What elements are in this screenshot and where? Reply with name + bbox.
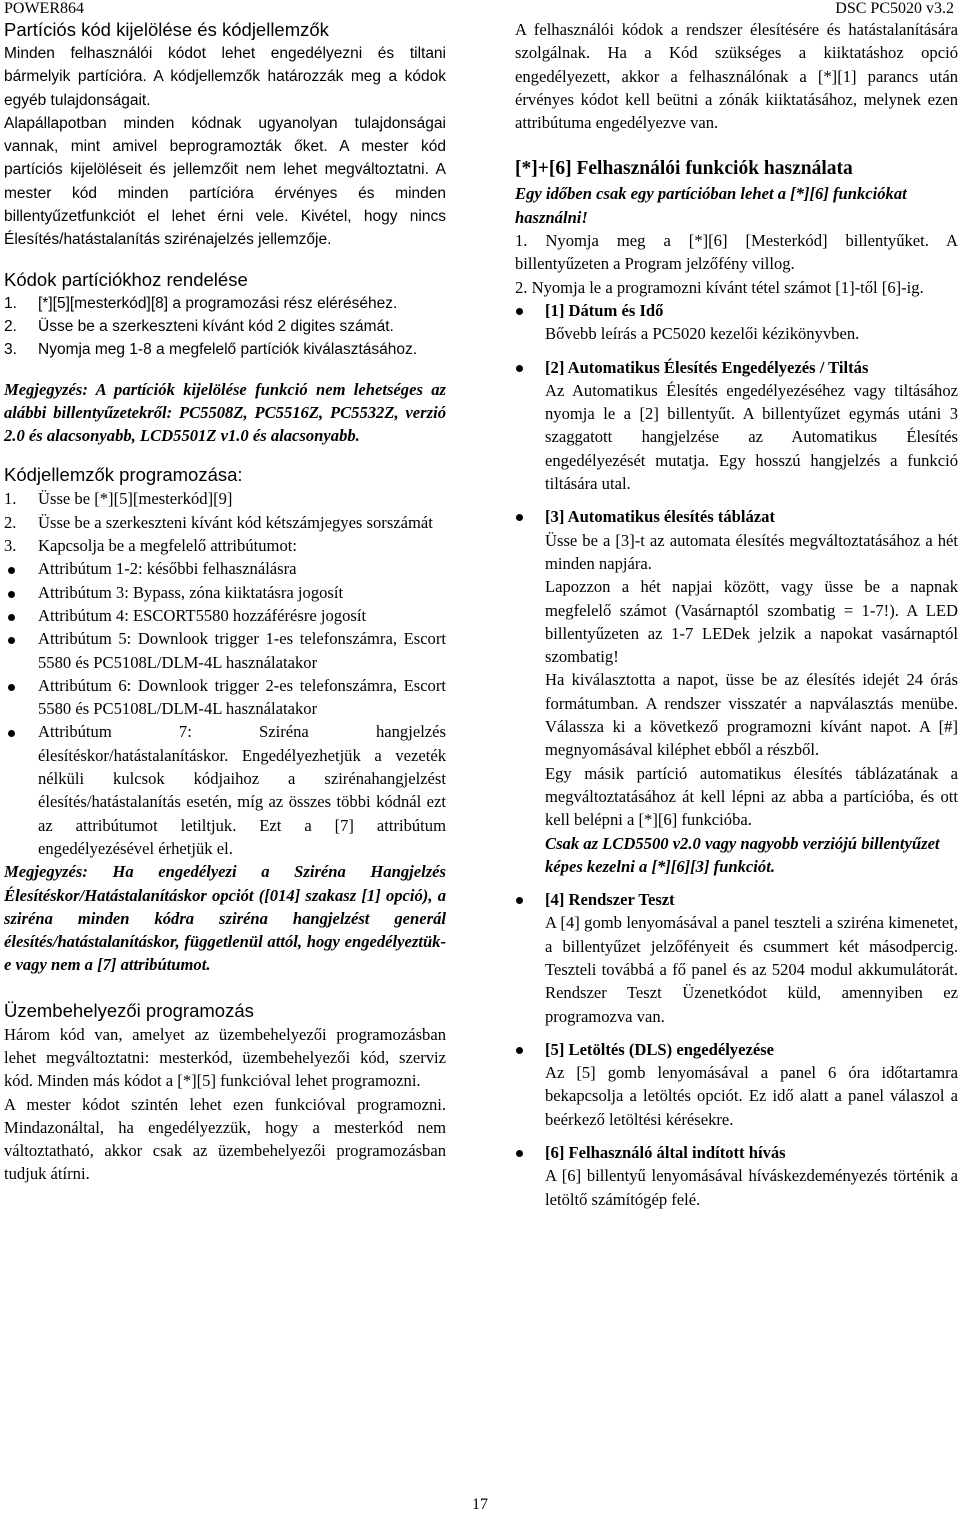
list-item: Attribútum 6: Downlook trigger 2-es telefonszámra, Escort 5580 és PC5108L/DLM-4L használatakor xyxy=(4,674,446,721)
list-item: Attribútum 1-2: későbbi felhasználásra xyxy=(4,557,446,580)
page-number: 17 xyxy=(472,1496,488,1513)
list-item: Attribútum 7: Sziréna hangjelzés élesítéskor/hatástalanításkor. Engedélyezhetjük a vezeték nélküli kulcsok kódjaihoz a szirénahangjelzést élesítés/hatástalanítás esetén, míg az összes többi kódnál ezt az attribútumot letiltjuk. Ezt a [7] attribútum engedélyezésével érhetjük el. xyxy=(4,720,446,860)
bullet-icon xyxy=(8,614,15,621)
bullet-icon xyxy=(516,308,523,315)
function-item-system-test: [4] Rendszer Teszt A [4] gomb lenyomásával a panel teszteli a sziréna kimenetet, a billentyűzet jelzőfényeit és csummert két másodpercig. Teszteli továbbá a fő panel és az 5204 modul akkumulátorát. Rendszer Teszt Üzenetkódot küld, amennyiben ez programozva van. xyxy=(515,888,958,1028)
note-siren: Megjegyzés: Ha engedélyezi a Sziréna Hangjelzés Élesítéskor/Hatástalanításkor opciót ([014] szakasz [1] opció), a sziréna minden kódra sziréna hangjelzést generál élesítés/hatástalanításkor, függetlenül attól, hogy engedélyeztük-e vagy nem a [7] attribútumot. xyxy=(4,862,446,975)
header-right: DSC PC5020 v3.2 xyxy=(835,0,954,17)
intro-paragraph: Minden felhasználói kódot lehet engedélyezni és tiltani bármelyik partícióra. A kódjellemzők határozzák meg a kódok egyéb tulajdonságait. xyxy=(4,45,446,109)
user-func-step-2: 2. Nyomja le a programozni kívánt tétel számot [1]-től [6]-ig. xyxy=(515,277,924,297)
bullet-icon xyxy=(516,1150,523,1157)
section-title-installer: Üzembehelyezői programozás xyxy=(4,999,254,1021)
master-code-paragraph: A mester kódot szintén lehet ezen funkcióval programozni. Mindazonáltal, ha engedélyezzük, hogy a mesterkód nem változtatható, akkor csak az üzembehelyezői programozásban tudjuk átírni. xyxy=(4,1094,446,1184)
right-column xyxy=(515,18,958,1211)
bullet-icon xyxy=(8,591,15,598)
note-lcd5500: Csak az LCD5500 v2.0 vagy nagyobb verziójú billentyűzet képes kezelni a [*][6][3] funkciót. xyxy=(545,833,940,876)
attribute-list xyxy=(4,557,446,860)
bullet-icon xyxy=(516,365,523,372)
step-item: 1. Üsse be [*][5][mesterkód][9] xyxy=(4,489,233,509)
section-title-attributes: Kódjellemzők programozása: xyxy=(4,464,243,486)
step-item: 3. Kapcsolja be a megfelelő attribútumot: xyxy=(4,536,297,556)
bullet-icon xyxy=(8,730,15,737)
bullet-icon xyxy=(516,1047,523,1054)
step-item: 3. Nyomja meg 1-8 a megfelelő partíciók kiválasztásához. xyxy=(4,341,418,359)
section-title-partition-codes: Partíciós kód kijelölése és kódjellemzők xyxy=(4,19,329,40)
function-item-date-time: [1] Dátum és Idő Bővebb leírás a PC5020 kezelői kézikönyvben. xyxy=(515,299,958,346)
bullet-icon xyxy=(8,684,15,691)
section-title-user-functions: [*]+[6] Felhasználói funkciók használata xyxy=(515,158,853,180)
bullet-icon xyxy=(8,567,15,574)
user-codes-paragraph: A felhasználói kódok a rendszer élesítésére és hatástalanítására szolgálnak. Ha a Kód szükséges a kiiktatáshoz opció engedélyezett, akkor a felhasználónak a [*][1] parancs után érvényes kódot kell beütni a zónák kiiktatásához, melynek ezen attribútuma engedélyezve van. xyxy=(515,20,958,133)
note-keypads: Megjegyzés: A partíciók kijelölése funkció nem lehetséges az alábbi billentyűzetekről: PC5508Z, PC5516Z, PC5532Z, verzió 2.0 és alacsonyabb, LCD5501Z v1.0 és alacsonyabb. xyxy=(4,379,446,446)
steps-attributes xyxy=(4,487,446,557)
warning-one-partition: Egy időben csak egy partícióban lehet a [*][6] funkciókat használni! xyxy=(515,184,907,227)
list-item: Attribútum 3: Bypass, zóna kiiktatásra jogosít xyxy=(4,581,446,604)
function-item-auto-arm-table: [3] Automatikus élesítés táblázat Üsse be a [3]-t az automata élesítés megváltoztatásához a hét minden napjára. Lapozzon a hét napjai között, vagy üsse be a napnak megfelelő számot (Vasárnaptól szombatig = 1-7!). A LED billentyűzeten az 1-7 LEDek jelzik a napokat vasárnaptól szombatig! Ha kiválasztotta a napot, üsse be az élesítés idejét 24 órás formátumban. A rendszer visszatér a napválasztás menübe. Válassza ki a következő programozni kívánt napot. A [#] megnyomásával kiléphet ebből a részből. Egy másik partíció automatikus élesítés táblázatának a megváltoztatásához át kell lépni az abba a partícióba, és ott kell belépni a [*][6] funkcióba. Csak az LCD5500 v2.0 vagy nagyobb verziójú billentyűzet képes kezelni a [*][6][3] funkciót. xyxy=(515,505,958,878)
left-column xyxy=(4,18,446,1186)
step-item: 2. Üsse be a szerkeszteni kívánt kód 2 digites számát. xyxy=(4,317,394,335)
bullet-icon xyxy=(8,637,15,644)
list-item: Attribútum 4: ESCORT5580 hozzáférésre jogosít xyxy=(4,604,446,627)
bullet-icon xyxy=(516,514,523,521)
step-item: 2. Üsse be a szerkeszteni kívánt kód kétszámjegyes sorszámát xyxy=(4,512,433,532)
default-paragraph: Alapállapotban minden kódnak ugyanolyan tulajdonságai vannak, mint amivel beprogramozták őket. A mester kód partíciós kijelöléseit és jellemzőit nem lehet megváltoztatni. A mester kód minden partícióra érvényes és minden billentyűzetfunkciót el lehet érni vele. Kivétel, hogy nincs Élesítés/hatástalanítás szirénajelzés jellemzője. xyxy=(4,114,446,249)
function-item-user-call: [6] Felhasználó által indított hívás A [6] billentyű lenyomásával hívásk​ezdeményezés történik a letöltő számítógép felé. xyxy=(515,1141,958,1211)
user-func-step-1: 1. Nyomja meg a [*][6] [Mesterkód] billentyűket. A billentyűzeten a Program jelzőfény villog. xyxy=(515,231,958,274)
installer-paragraph: Három kód van, amelyet az üzembehelyezői programozásban lehet megváltoztatni: mesterkód, üzembehelyezői kód, szerviz kód. Minden más kódot a [*][5] funkcióval lehet programozni. xyxy=(4,1024,446,1091)
function-item-dls: [5] Letöltés (DLS) engedélyezése Az [5] gomb lenyomásával a panel 6 óra időtartamra bekapcsolja a letöltés opciót. Ez idő alatt a panel válaszol a beérkező letöltési kérésekre. xyxy=(515,1038,958,1131)
bullet-icon xyxy=(516,897,523,904)
step-item: 1. [*][5][mesterkód][8] a programozási rész eléréséhez. xyxy=(4,294,398,312)
steps-assign xyxy=(4,292,446,362)
section-title-assign-codes: Kódok partíciókhoz rendelése xyxy=(4,268,248,290)
header-left: POWER864 xyxy=(4,0,84,17)
list-item: Attribútum 5: Downlook trigger 1-es telefonszámra, Escort 5580 és PC5108L/DLM-4L használatakor xyxy=(4,627,446,674)
function-item-auto-arm: [2] Automatikus Élesítés Engedélyezés / Tiltás Az Automatikus Élesítés engedélyezéséhez vagy tiltásához nyomja le a [2] billentyűt. A billentyűzet egymás utáni 3 szaggatott hangjelzése az Automatikus Élesítés engedélyezését mutatja. Egy hosszú hangjelzés a funkció tiltására utal. xyxy=(515,356,958,496)
